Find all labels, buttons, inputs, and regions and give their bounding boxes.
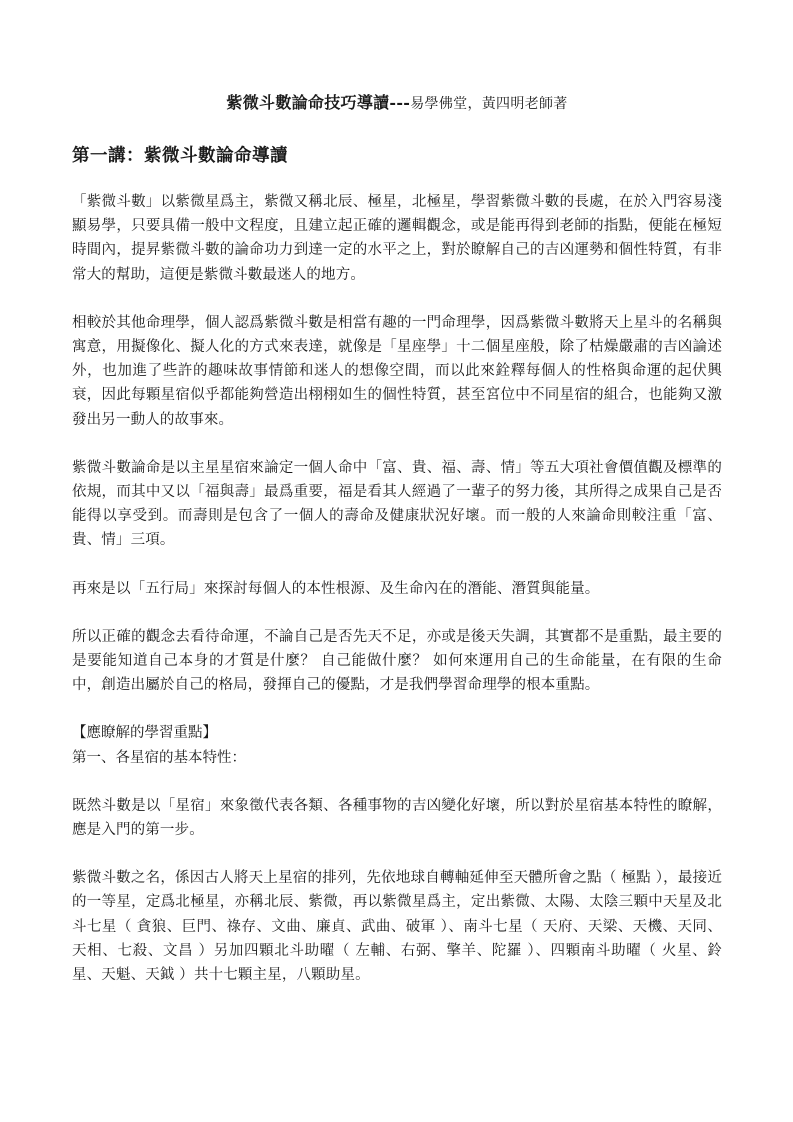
document-title — [72, 92, 722, 115]
paragraph-values: 紫微斗數論命是以主星星宿來論定一個人命中「富、貴、福、壽、情」等五大項社會價值觀及標準的依規，而其中又以「福與壽」最爲重要，福是看其人經過了一輩子的努力後，其所得之成果自己是否能得以享受到。而壽則是包含了一個人的壽命及健康狀況好壞。而一般的人來論命則較注重「富、貴、情」三項。 — [72, 459, 722, 549]
paragraph-concept: 所以正確的觀念去看待命運，不論自己是否先天不足，亦或是後天失調，其實都不是重點，最主要的是要能知道自己本身的才質是什麼？ 自己能做什麼？ 如何來運用自己的生命能量，在有限的生命中，創造出屬於自己的格局，發揮自己的優點，才是我們學習命理學的根本重點。 — [72, 628, 722, 694]
section-label: 【應瞭解的學習重點】 — [72, 725, 217, 742]
learning-points-section — [72, 721, 722, 769]
title-author: 易學佛堂，黃四明老師著 — [410, 96, 568, 112]
paragraph-intro: 「紫微斗數」以紫微星爲主，紫微又稱北辰、極星，北極星，學習紫微斗數的長處，在於入門容易淺顯易學，只要具備一般中文程度，且建立起正確的邏輯觀念，或是能再得到老師的指點，便能在極短時間內，提昇紫微斗數的論命功力到達一定的水平之上，對於瞭解自己的吉凶運勢和個性特質，有非常大的幫助，這便是紫微斗數最迷人的地方。 — [72, 194, 722, 283]
document-page — [72, 92, 722, 1011]
section-item-first: 第一、各星宿的基本特性： — [72, 749, 246, 766]
title-main: 紫微斗數論命技巧導讀--- — [226, 93, 411, 112]
lecture-heading: 第一講：紫微斗數論命導讀 — [72, 146, 288, 166]
paragraph-star-list: 紫微斗數之名，係因古人將天上星宿的排列，先依地球自轉軸延伸至天體所會之點（ 極點 ），最接近的一等星，定爲北極星，亦稱北辰、紫微，再以紫微星爲主，定出紫微、太陽、太陰三顆中天星及北斗七星（ 貪狼、巨門、祿存、文曲、廉貞、武曲、破軍 ）、南斗七星（ 天府、天梁、天機、天同、天相、七殺、文昌 ）另加四顆北斗助曜（ 左輔、右弼、擎羊、陀羅 ）、四顆南斗助曜（ 火星、鈴星、天魁、天鉞 ）共十七顆主星，八顆助星。 — [72, 870, 722, 984]
paragraph-comparison: 相較於其他命理學，個人認爲紫微斗數是相當有趣的一門命理學，因爲紫微斗數將天上星斗的名稱與寓意，用擬像化、擬人化的方式來表達，就像是「星座學」十二個星座般，除了枯燥嚴肅的吉凶論述外，也加進了些許的趣味故事情節和迷人的想像空間，而以此來銓釋每個人的性格與命運的起伏興衰，因此每顆星宿似乎都能夠營造出栩栩如生的個性特質，甚至宮位中不同星宿的組合，也能夠又激發出另一動人的故事來。 — [72, 314, 722, 428]
paragraph-five-elements: 再來是以「五行局」來探討每個人的本性根源、及生命內在的潛能、潛質與能量。 — [72, 580, 600, 597]
paragraph-stars-basics: 既然斗數是以「星宿」來象徵代表各類、各種事物的吉凶變化好壞，所以對於星宿基本特性的瞭解，應是入門的第一步。 — [72, 797, 722, 839]
